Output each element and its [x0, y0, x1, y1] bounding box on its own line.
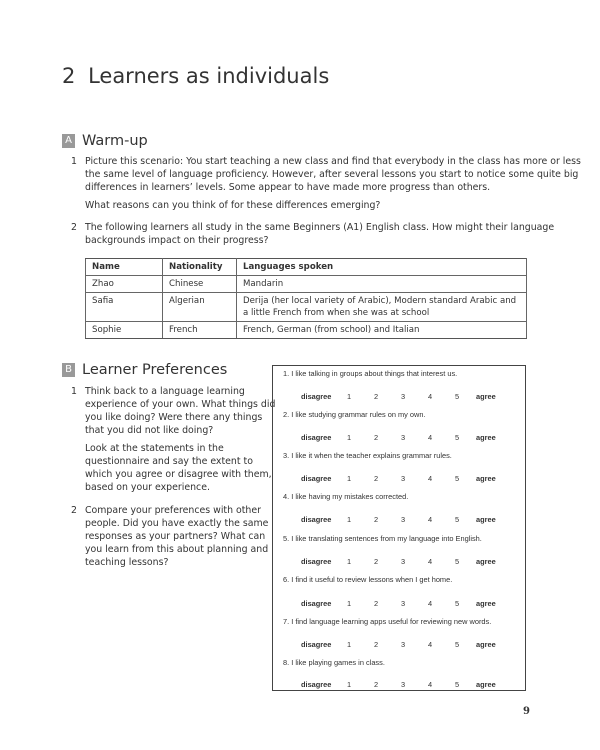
scale-point[interactable]: 3	[401, 640, 406, 649]
scale-point[interactable]: 2	[374, 599, 379, 608]
scale-point[interactable]: 5	[455, 392, 460, 401]
scale-agree[interactable]: agree	[476, 515, 496, 524]
scale-point[interactable]: 3	[401, 557, 406, 566]
scale-disagree[interactable]: disagree	[301, 599, 332, 608]
question-line: Compare your preferences with other	[85, 505, 261, 516]
scale-agree[interactable]: agree	[476, 599, 496, 608]
table-cell: Chinese	[163, 276, 237, 293]
scale-point[interactable]: 2	[374, 515, 379, 524]
questionnaire-statement: 1. I like talking in groups about things that interest us.	[283, 369, 458, 378]
table-row	[86, 322, 527, 339]
scale-agree[interactable]: agree	[476, 680, 496, 689]
scale-point[interactable]: 1	[347, 640, 352, 649]
questionnaire-box	[272, 365, 526, 691]
scale-point[interactable]: 5	[455, 557, 460, 566]
table-cell: Mandarin	[237, 276, 527, 293]
scale-point[interactable]: 3	[401, 680, 406, 689]
table-cell: Sophie	[86, 322, 163, 339]
question-number: 2	[71, 505, 77, 516]
question-line: people. Did you have exactly the same	[85, 518, 269, 529]
scale-point[interactable]: 3	[401, 474, 406, 483]
question-line: Think back to a language learning	[85, 386, 245, 397]
scale-point[interactable]: 1	[347, 680, 352, 689]
question-line: based on your experience.	[85, 482, 210, 493]
scale-point[interactable]: 1	[347, 392, 352, 401]
questionnaire-statement: 6. I find it useful to review lessons when I get home.	[283, 575, 453, 584]
section-a-heading	[62, 133, 148, 149]
scale-point[interactable]: 1	[347, 433, 352, 442]
scale-point[interactable]: 4	[428, 515, 433, 524]
table-row	[86, 276, 527, 293]
question-line: questionnaire and say the extent to	[85, 456, 253, 467]
scale-point[interactable]: 2	[374, 474, 379, 483]
scale-agree[interactable]: agree	[476, 392, 496, 401]
scale-point[interactable]: 1	[347, 474, 352, 483]
scale-point[interactable]: 5	[455, 599, 460, 608]
scale-point[interactable]: 3	[401, 433, 406, 442]
question-line: which you agree or disagree with them,	[85, 469, 272, 480]
learners-table	[85, 258, 527, 339]
scale-point[interactable]: 2	[374, 433, 379, 442]
question-line: experience of your own. What things did	[85, 399, 276, 410]
table-cell: Derija (her local variety of Arabic), Modern standard Arabic and a little French from when she was at school	[237, 293, 527, 322]
scale-disagree[interactable]: disagree	[301, 433, 332, 442]
scale-disagree[interactable]: disagree	[301, 680, 332, 689]
table-cell: Zhao	[86, 276, 163, 293]
scale-disagree[interactable]: disagree	[301, 557, 332, 566]
scale-agree[interactable]: agree	[476, 474, 496, 483]
scale-point[interactable]: 5	[455, 474, 460, 483]
scale-point[interactable]: 2	[374, 680, 379, 689]
scale-point[interactable]: 4	[428, 640, 433, 649]
chapter-title	[62, 64, 329, 88]
table-header-row	[86, 259, 527, 276]
scale-agree[interactable]: agree	[476, 433, 496, 442]
scale-point[interactable]: 5	[455, 515, 460, 524]
question-line: you learn from this about planning and	[85, 544, 269, 555]
question-number: 1	[71, 386, 77, 397]
scale-point[interactable]: 5	[455, 433, 460, 442]
scale-disagree[interactable]: disagree	[301, 474, 332, 483]
scale-point[interactable]: 1	[347, 557, 352, 566]
section-b-title: Learner Preferences	[82, 362, 228, 378]
scale-point[interactable]: 5	[455, 680, 460, 689]
questionnaire-statement: 2. I like studying grammar rules on my own.	[283, 410, 426, 419]
question-line: responses as your partners? What can	[85, 531, 266, 542]
questionnaire-statement: 5. I like translating sentences from my language into English.	[283, 534, 482, 543]
scale-point[interactable]: 1	[347, 515, 352, 524]
scale-point[interactable]: 5	[455, 640, 460, 649]
question-line: teaching lessons?	[85, 557, 169, 568]
table-row	[86, 293, 527, 322]
scale-point[interactable]: 4	[428, 557, 433, 566]
table-cell: French	[163, 322, 237, 339]
scale-agree[interactable]: agree	[476, 640, 496, 649]
section-a-letter: A	[62, 134, 75, 148]
questionnaire-statement: 3. I like it when the teacher explains grammar rules.	[283, 451, 452, 460]
scale-disagree[interactable]: disagree	[301, 640, 332, 649]
question-line: The following learners all study in the same Beginners (A1) English class. How might their language	[85, 222, 555, 233]
table-header-cell: Languages spoken	[237, 259, 527, 276]
scale-disagree[interactable]: disagree	[301, 392, 332, 401]
question-line: What reasons can you think of for these differences emerging?	[85, 200, 381, 211]
scale-point[interactable]: 4	[428, 474, 433, 483]
question-number: 2	[71, 222, 77, 233]
table-cell: Safia	[86, 293, 163, 322]
question-line: Picture this scenario: You start teaching a new class and find that everybody in the class has more or less	[85, 156, 581, 167]
scale-point[interactable]: 3	[401, 515, 406, 524]
question-line: that you did not like doing?	[85, 425, 214, 436]
scale-point[interactable]: 2	[374, 640, 379, 649]
scale-point[interactable]: 3	[401, 392, 406, 401]
table-header-cell: Nationality	[163, 259, 237, 276]
question-line: backgrounds impact on their progress?	[85, 235, 269, 246]
question-number: 1	[71, 156, 77, 167]
section-a-title: Warm-up	[82, 133, 148, 149]
section-b-heading	[62, 362, 227, 378]
scale-point[interactable]: 4	[428, 392, 433, 401]
scale-point[interactable]: 2	[374, 392, 379, 401]
chapter-number: 2	[62, 64, 76, 88]
section-b-letter: B	[62, 363, 75, 377]
scale-point[interactable]: 1	[347, 599, 352, 608]
question-line: differences in learners’ levels. Some appear to have made more progress than others.	[85, 182, 491, 193]
questionnaire-statement: 8. I like playing games in class.	[283, 658, 385, 667]
page-number: 9	[523, 706, 530, 717]
scale-agree[interactable]: agree	[476, 557, 496, 566]
table-header-cell: Name	[86, 259, 163, 276]
questionnaire-statement: 7. I find language learning apps useful for reviewing new words.	[283, 617, 492, 626]
question-line: the same level of language proficiency. However, after several lessons you start to notice some quite big	[85, 169, 579, 180]
scale-point[interactable]: 2	[374, 557, 379, 566]
scale-point[interactable]: 3	[401, 599, 406, 608]
scale-point[interactable]: 4	[428, 433, 433, 442]
scale-point[interactable]: 4	[428, 680, 433, 689]
questionnaire-statement: 4. I like having my mistakes corrected.	[283, 492, 409, 501]
question-line: you like doing? Were there any things	[85, 412, 263, 423]
question-line: Look at the statements in the	[85, 443, 224, 454]
table-cell: Algerian	[163, 293, 237, 322]
scale-point[interactable]: 4	[428, 599, 433, 608]
chapter-title-text: Learners as individuals	[88, 64, 330, 88]
table-cell: French, German (from school) and Italian	[237, 322, 527, 339]
scale-disagree[interactable]: disagree	[301, 515, 332, 524]
